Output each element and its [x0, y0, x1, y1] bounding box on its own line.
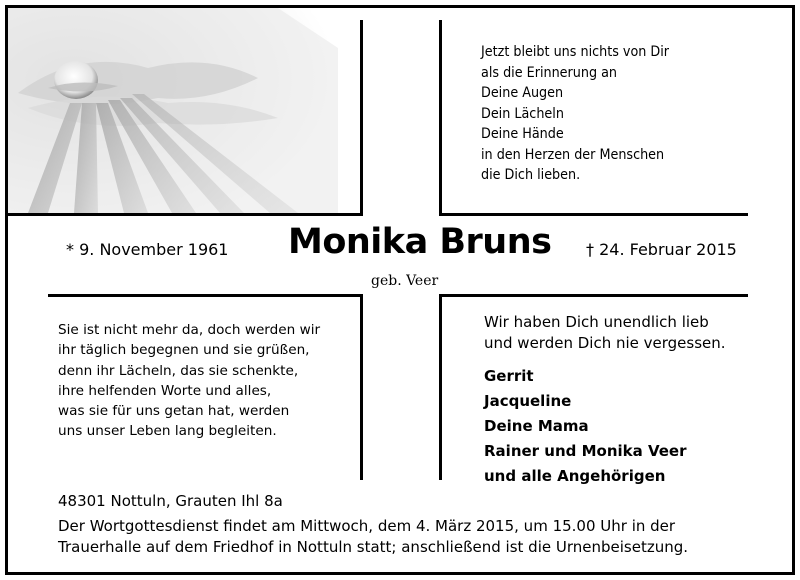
- poem-line: Jetzt bleibt uns nichts von Dir: [481, 44, 670, 60]
- poem-line: die Dich lieben.: [481, 167, 581, 183]
- poem-line: Deine Hände: [481, 126, 564, 142]
- poem-line: ihre helfenden Worte und alles,: [58, 382, 272, 399]
- cross-horizontal-top-left: [8, 213, 363, 216]
- service-line: Der Wortgottesdienst findet am Mittwoch, dem 4. März 2015, um 15.00 Uhr in der: [58, 517, 676, 535]
- service-line: Trauerhalle auf dem Friedhof in Nottuln statt; anschließend ist die Urnenbeisetzung.: [58, 538, 689, 556]
- mourner-name: Jacqueline: [484, 392, 572, 410]
- sun-rays-illustration: [8, 8, 338, 213]
- cross-vertical-bottom-right: [439, 294, 442, 480]
- poem-line: Sie ist nicht mehr da, doch werden wir: [58, 322, 321, 338]
- poem-line: ihr täglich begegnen und sie grüßen,: [58, 342, 310, 359]
- mourner-name: Rainer und Monika Veer: [484, 442, 687, 460]
- memorial-poem-left: [58, 320, 320, 442]
- cross-horizontal-bottom-right: [439, 294, 748, 297]
- poem-line: Deine Augen: [481, 85, 564, 101]
- mourner-name: Gerrit: [484, 367, 534, 385]
- family-address: 48301 Nottuln, Grauten Ihl 8a: [58, 492, 283, 510]
- maiden-name: geb. Veer: [371, 273, 439, 289]
- poem-line: denn ihr Lächeln, das sie schenkte,: [58, 362, 299, 379]
- farewell-message: [484, 312, 726, 354]
- cross-vertical-top-right: [439, 20, 442, 216]
- mourner-name: und alle Angehörigen: [484, 467, 666, 485]
- death-date: † 24. Februar 2015: [586, 240, 737, 259]
- cross-vertical-bottom-left: [360, 294, 363, 480]
- poem-line: als die Erinnerung an: [481, 64, 618, 81]
- poem-line: Dein Lächeln: [481, 105, 564, 122]
- cross-vertical-top: [360, 20, 363, 216]
- mourner-name: Deine Mama: [484, 417, 589, 435]
- poem-line: in den Herzen der Menschen: [481, 146, 665, 163]
- memorial-poem-top: [481, 42, 669, 186]
- sun-icon: [54, 61, 98, 99]
- poem-line: uns unser Leben lang begleiten.: [58, 423, 277, 440]
- farewell-line: und werden Dich nie vergessen.: [484, 334, 726, 352]
- obituary-notice: [5, 5, 795, 575]
- service-announcement: [58, 516, 688, 558]
- birth-date: * 9. November 1961: [66, 240, 229, 259]
- farewell-line: Wir haben Dich unendlich lieb: [484, 313, 709, 331]
- cross-horizontal-top-right: [439, 213, 748, 216]
- deceased-name: Monika Bruns: [288, 222, 552, 262]
- mourners-list: [484, 364, 687, 489]
- poem-line: was sie für uns getan hat, werden: [58, 403, 290, 420]
- cross-horizontal-bottom-left: [48, 294, 363, 297]
